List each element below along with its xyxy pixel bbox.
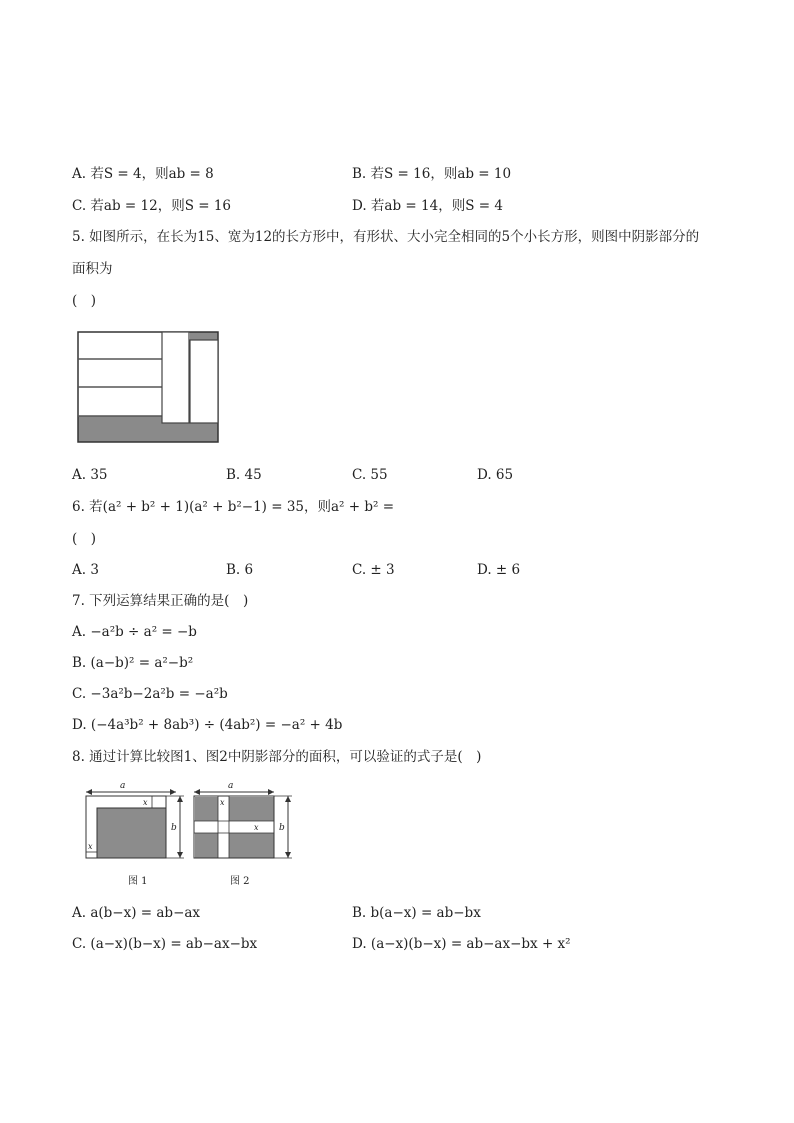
q6-paren: ( ) [72,531,97,547]
q8-option-a: A. a(b−x) = ab−ax [72,905,201,921]
fig2-label-a: a [228,781,234,791]
q5-option-b: B. 45 [226,467,262,483]
q6-option-c: C. ± 3 [352,562,395,578]
q4-option-d: D. 若ab = 14，则S = 4 [352,198,503,214]
q7-stem: 7. 下列运算结果正确的是( ) [72,593,249,609]
q5-option-d: D. 65 [477,467,514,483]
q5-vertical-rect-1 [162,332,189,423]
q5-paren: ( ) [72,293,97,309]
q7-option-a: A. −a²b ÷ a² = −b [72,624,197,640]
fig2-label-x-top: x [220,798,225,807]
fig2-shaded-tr [229,797,274,821]
fig2-label-b: b [279,823,285,833]
q7-option-b: B. (a−b)² = a²−b² [72,655,194,671]
q8-figure-1 [80,778,192,890]
q4-option-b: B. 若S = 16，则ab = 10 [352,166,512,182]
fig1-label-b: b [171,823,177,833]
fig1-label-a: a [120,781,126,791]
q8-option-c: C. (a−x)(b−x) = ab−ax−bx [72,936,258,952]
q8-stem: 8. 通过计算比较图1、图2中阴影部分的面积，可以验证的式子是( ) [72,749,482,765]
fig1-shaded-rect [97,808,166,858]
q4-option-a: A. 若S = 4，则ab = 8 [72,166,214,182]
q8-option-d: D. (a−x)(b−x) = ab−ax−bx + x² [352,936,571,952]
q8-figure-2 [188,778,300,890]
q5-vertical-rect-2 [190,340,218,423]
fig2-shaded-br [229,833,274,858]
q6-option-d: D. ± 6 [477,562,521,578]
q8-option-b: B. b(a−x) = ab−bx [352,905,481,921]
q5-figure [77,331,221,445]
q5-shaded-top-right [190,332,218,340]
q6-option-a: A. 3 [72,562,99,578]
q5-stem-line1: 5. 如图所示，在长为15、宽为12的长方形中，有形状、大小完全相同的5个小长方形，则图中阴影部分的 [72,229,700,245]
q5-option-c: C. 55 [352,467,388,483]
q7-option-d: D. (−4a³b² + 8ab³) ÷ (4ab²) = −a² + 4b [72,717,343,733]
q4-option-c: C. 若ab = 12，则S = 16 [72,198,232,214]
fig1-caption: 图 1 [128,876,148,887]
fig2-label-x-mid: x [254,823,259,832]
q7-option-c: C. −3a²b−2a²b = −a²b [72,686,228,702]
fig1-label-x-left: x [88,842,93,851]
fig1-label-x-top: x [143,798,148,807]
fig2-caption: 图 2 [230,876,250,887]
q5-stem-line2: 面积为 [72,261,113,277]
q5-option-a: A. 35 [72,467,108,483]
fig2-shaded-bl [195,833,218,858]
q6-option-b: B. 6 [226,562,254,578]
fig2-shaded-tl [195,797,218,821]
q6-stem: 6. 若(a² + b² + 1)(a² + b²−1) = 35，则a² + b² = [72,499,395,515]
